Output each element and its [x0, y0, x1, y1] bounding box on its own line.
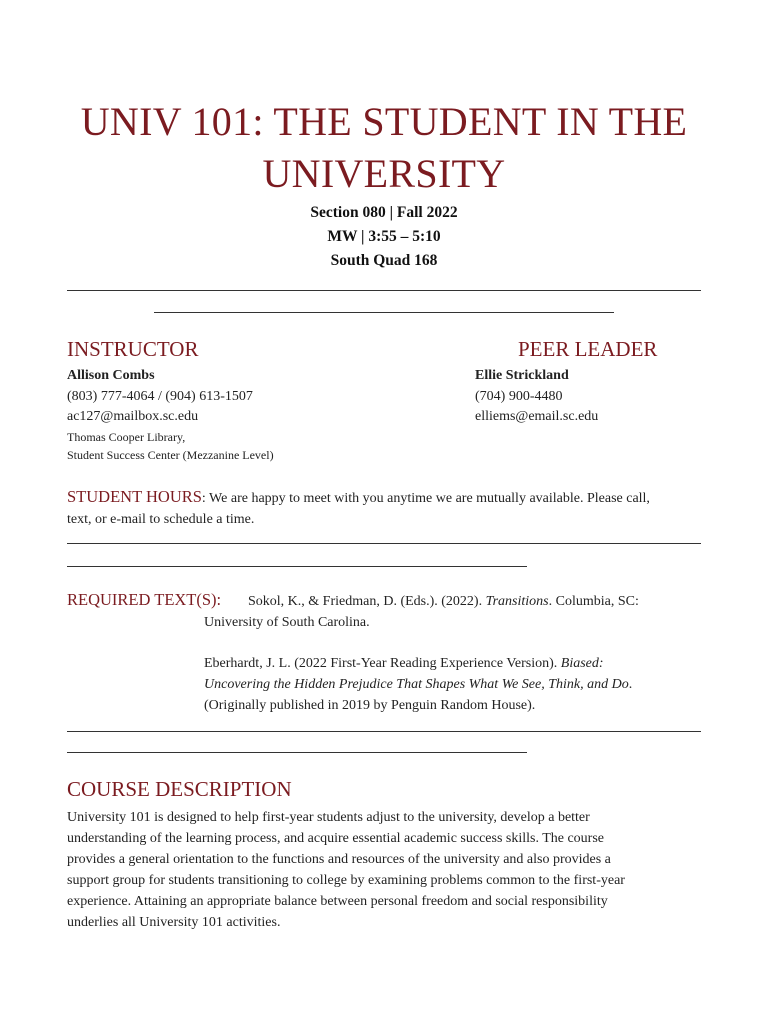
instructor-heading: INSTRUCTOR	[67, 337, 199, 361]
divider-rule-short	[67, 566, 527, 567]
peer-leader-details	[475, 366, 598, 428]
divider-rule	[67, 731, 701, 732]
section-info: Section 080 | Fall 2022	[310, 204, 458, 221]
divider-rule	[67, 543, 701, 544]
instructor-office-line-2: Student Success Center (Mezzanine Level)	[67, 447, 274, 462]
student-hours-heading: STUDENT HOURS	[67, 487, 202, 506]
instructor-email: ac127@mailbox.sc.edu	[67, 409, 199, 424]
peer-leader-heading: PEER LEADER	[518, 337, 658, 361]
course-description-line: provides a general orientation to the functions and resources of the university and also provides a	[67, 852, 611, 867]
course-description-line: University 101 is designed to help first-year students adjust to the university, develop a better	[67, 810, 590, 825]
course-title-line-1: UNIV 101: THE STUDENT IN THE	[80, 99, 688, 144]
peer-leader-phone: (704) 900-4480	[475, 388, 563, 404]
student-hours-text-1: We are happy to meet with you anytime we are mutually available. Please call,	[205, 491, 650, 506]
reference-2-line-2	[204, 674, 704, 695]
divider-rule-short	[67, 752, 527, 753]
course-description-line: understanding of the learning process, and acquire essential academic success skills. The course	[67, 831, 605, 846]
instructor-name: Allison Combs	[67, 368, 155, 383]
peer-leader-email: elliems@email.sc.edu	[475, 409, 599, 424]
reference-2-line-3: (Originally published in 2019 by Penguin Random House).	[204, 698, 536, 713]
reference-1-publisher: . Columbia, SC:	[548, 594, 639, 609]
instructor-phone: (803) 777-4064 / (904) 613-1507	[67, 388, 253, 404]
peer-leader-name: Ellie Strickland	[475, 368, 569, 383]
required-texts-heading: REQUIRED TEXT(S):	[67, 590, 222, 609]
reference-1-authors: Sokol, K., & Friedman, D. (Eds.). (2022).	[248, 594, 486, 609]
room-info: South Quad 168	[330, 252, 438, 269]
reference-2-period: .	[628, 677, 633, 692]
course-description-heading: COURSE DESCRIPTION	[67, 777, 292, 801]
student-hours-line-1	[67, 486, 707, 509]
divider-rule-short	[154, 312, 614, 313]
schedule-info: MW | 3:55 – 5:10	[327, 228, 441, 245]
student-hours	[67, 486, 707, 530]
reference-1-line-2: University of South Carolina.	[204, 615, 370, 630]
reference-2-authors: Eberhardt, J. L. (2022 First-Year Reading Experience Version).	[204, 656, 561, 671]
reference-2-title-part-2: Uncovering the Hidden Prejudice That Shapes What We See, Think, and Do	[204, 677, 629, 692]
instructor-office-line-1: Thomas Cooper Library,	[67, 429, 186, 444]
course-title	[0, 96, 768, 200]
reference-2-title-part-1: Biased:	[560, 656, 604, 671]
course-description-line: support group for students transitioning to college by examining problems common to the first-year	[67, 873, 625, 888]
reference-1-title: Transitions	[485, 594, 549, 609]
course-description-body	[67, 807, 707, 933]
reference-2-line-1	[204, 653, 704, 674]
course-description-line: experience. Attaining an appropriate balance between personal freedom and social responsibility	[67, 894, 608, 909]
reference-1-line-1	[248, 591, 708, 612]
divider-rule	[67, 290, 701, 291]
course-title-line-2: UNIVERSITY	[262, 151, 506, 196]
reference-2	[204, 653, 704, 716]
instructor-details	[67, 366, 274, 464]
course-description-line: underlies all University 101 activities.	[67, 915, 281, 930]
student-hours-text-2: text, or e-mail to schedule a time.	[67, 512, 255, 527]
student-hours-colon: :	[201, 491, 206, 506]
